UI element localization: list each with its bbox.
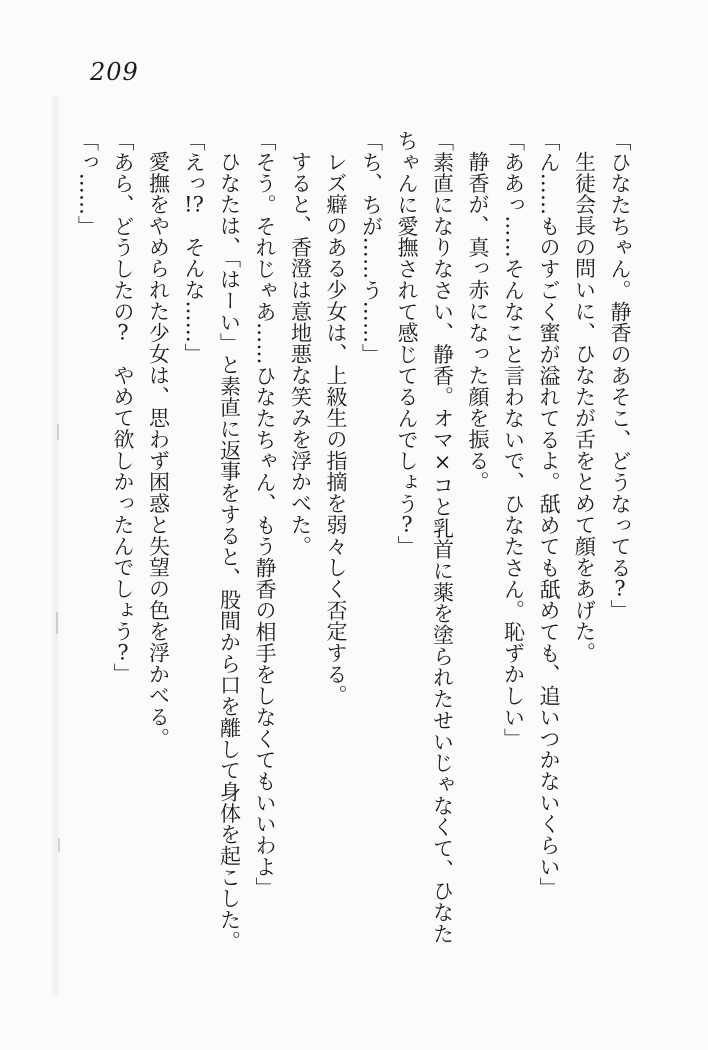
paragraph: すると、香澄は意地悪な笑みを浮かべた。 [288, 151, 313, 557]
paragraph: 「そう。それじゃあ……ひなたちゃん、もう静香の相手をしなくてもいいわよ」 [253, 130, 277, 899]
paragraph: 「ん……ものすごく蜜が溢れてるよ。舐めても舐めても、追いつかないくらい」 [537, 130, 561, 899]
text-block [62, 130, 637, 972]
tatechuyoko: !? [184, 194, 204, 216]
paragraph: 生徒会長の問いに、ひなたが舌をとめて顔をあげた。 [572, 151, 597, 664]
scan-speck [57, 424, 59, 440]
scan-speck [58, 838, 60, 852]
paragraph: 「ち、ちが……う……」 [359, 130, 384, 365]
paragraph: 「っ……」 [75, 130, 100, 237]
paragraph: 「あら、どうしたの? やめて欲しかったんでしょう?」 [111, 130, 135, 685]
tatechuyoko: ? [117, 322, 129, 344]
paragraph: 静香が、真っ赤になった顔を振る。 [466, 151, 490, 493]
scan-binding-shadow [50, 95, 60, 995]
paragraph: ひなたは、「はーい」と素直に返事をすると、股間から口を離して身体を起こした。 [217, 151, 242, 952]
scan-speck [56, 612, 58, 634]
paragraph: 「ああっ……そんなこと言わないで、ひなたさん。恥ずかしい」 [501, 130, 526, 750]
tatechuyoko: ? [401, 514, 413, 536]
paragraph: 「えっ!? そんな……」 [182, 130, 206, 365]
page-number: 209 [90, 58, 139, 86]
paragraph: 「素直になりなさい、静香。オマ×コと乳首に薬を塗られたせいじゃなくて、ひなたちゃんに愛撫されて感じてるんでしょう?」 [395, 130, 455, 945]
paragraph: 「ひなたちゃん。静香のあそこ、どうなってる?」 [608, 130, 632, 621]
paragraph: 愛撫をやめられた少女は、思わず困惑と失望の色を浮かべる。 [146, 151, 171, 749]
tatechuyoko: ? [614, 578, 626, 600]
paragraph: レズ癖のある少女は、上級生の指摘を弱々しく否定する。 [324, 151, 348, 707]
tatechuyoko: ? [117, 642, 129, 664]
